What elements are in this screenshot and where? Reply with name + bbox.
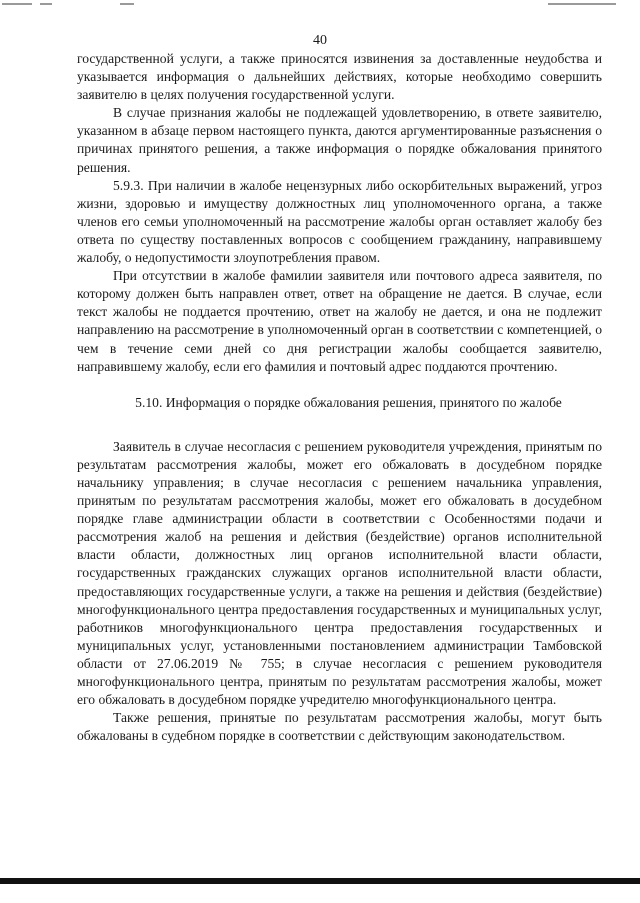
paragraph-court-appeal: Также решения, принятые по результатам рассмотрения жалобы, могут быть обжалованы в судебном порядке в соответствии с действующим законодательством. xyxy=(77,710,602,744)
paragraph-continuation: государственной услуги, а также приносятся извинения за доставленные неудобства и указывается информация о дальнейших действиях, которые необходимо совершить заявителю в целях получения государственной услуги. xyxy=(77,51,602,103)
paragraph-missing-address: При отсутствии в жалобе фамилии заявителя или почтового адреса заявителя, по которому должен быть направлен ответ, ответ на обращение не дается. В случае, если текст жалобы не поддается прочтению, ответ на жалобу не дается, и она не подлежит направлению на рассмотрение в уполномоченный орган в соответствии с компетенцией, о чем в течение семи дней со дня регистрации жалобы сообщается заявителю, направившему жалобу, если его фамилия и почтовый адрес поддаются прочтению. xyxy=(77,268,602,374)
paragraph-appeal-procedure: Заявитель в случае несогласия с решением руководителя учреждения, принятым по результатам рассмотрения жалобы, может его обжаловать в досудебном порядке начальнику управления; в случае несогласия с решением начальника управления, принятым по результатам рассмотрения жалобы, может его обжаловать в досудебном порядке главе администрации области в соответствии с Особенностями подачи и рассмотрения жалоб на решения и действия (бездействие) органов исполнительной власти области, должностных лиц органов исполнительной власти области, государственных гражданских служащих органов исполнительной власти области, предоставляющих государственные услуги, а также на решения и действия (бездействие) многофункционального центра предоставления государственных и муниципальных услуг, работников многофункционального центра предоставления государственных и муниципальных услуг, установленными постановлением администрации Тамбовской области от 27.06.2019 № 755; в случае несогласия с решением руководителя многофункционального центра, принятым по результатам рассмотрения жалобы, может его обжаловать в досудебном порядке учредителю многофункционального центра. xyxy=(77,438,602,708)
page-number: 40 xyxy=(313,33,327,48)
section-heading-5-10: 5.10. Информация о порядке обжалования решения, принятого по жалобе xyxy=(135,394,562,410)
paragraph-rejection-response: В случае признания жалобы не подлежащей удовлетворению, в ответе заявителю, указанном в абзаце первом настоящего пункта, даются аргументированные разъяснения о причинах принятого решения, а также информация о порядке обжалования принятого решения. xyxy=(77,105,602,175)
document-body xyxy=(77,50,602,745)
paragraph-5-9-3: 5.9.3. При наличии в жалобе нецензурных либо оскорбительных выражений, угроз жизни, здоровью и имуществу должностных лиц уполномоченного органа, а также членов его семьи уполномоченный на рассмотрение жалобы орган оставляет жалобу без ответа по существу поставленных вопросов с сообщением гражданину, направившему жалобу, о недопустимости злоупотребления правом. xyxy=(77,177,602,266)
scan-edge-bottom xyxy=(0,878,640,884)
scan-artifact-top xyxy=(0,0,640,10)
